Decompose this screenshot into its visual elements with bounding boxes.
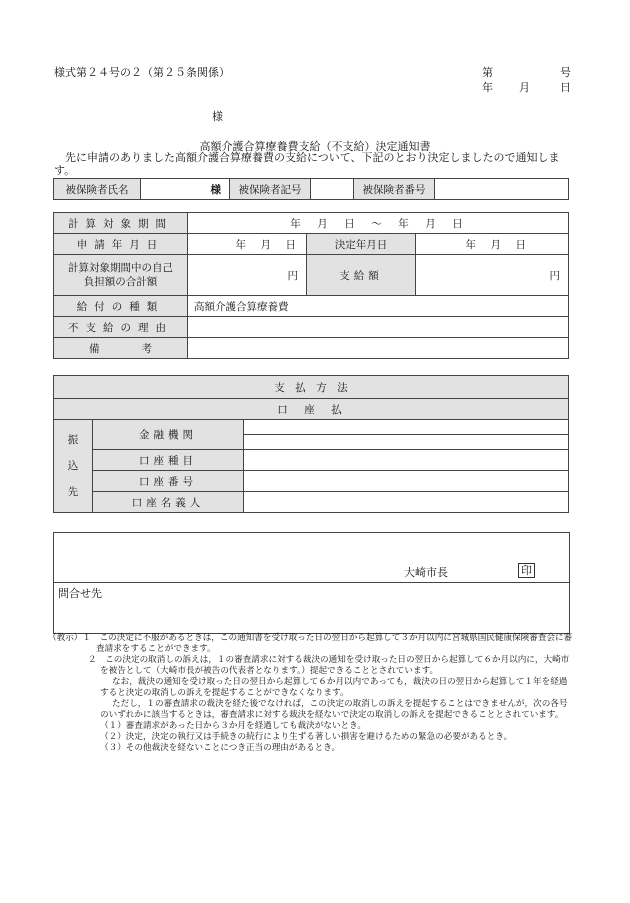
remarks-label: 備 考 [54, 338, 188, 359]
issue-year: 年 [482, 81, 493, 94]
account-holder-field[interactable] [244, 492, 569, 513]
transfer-char-1: 振 [67, 434, 79, 446]
account-holder-label: 口座名義人 [93, 492, 244, 513]
bank-field-2[interactable] [244, 435, 569, 450]
apply-date-label: 申請年月日 [54, 234, 188, 255]
note-2: ２ この決定の取消しの訴えは，１の審査請求に対する裁決の通知を受け取った日の翌日から起算して６か月以内に，大崎市を被告として（大崎市長が被告の代表者となります。）提起できることとされています。 [88, 655, 570, 676]
bank-label: 金融機関 [93, 420, 244, 450]
seal-stamp: 印 [518, 563, 535, 578]
insured-number-field[interactable] [435, 179, 569, 200]
payment-amount-label: 支給額 [307, 255, 416, 296]
remarks-field[interactable] [188, 338, 569, 359]
period-label: 計算対象期間 [54, 213, 188, 234]
benefit-type-label: 給付の種類 [54, 296, 188, 317]
insured-sama: 様 [141, 179, 230, 200]
note-1: （教示）１ この決定に不服があるときは，この通知書を受け取った日の翌日から起算して３か月以内に宮城県国民健康保険審査会に審査請求をすることができます。 [48, 633, 573, 654]
insured-symbol-label: 被保険者記号 [230, 179, 311, 200]
issue-month: 月 [519, 81, 530, 94]
number-suffix: 号 [560, 66, 571, 79]
payment-table [53, 375, 569, 513]
transfer-char-2: 込 [67, 460, 79, 472]
decision-date-value: 年 月 日 [416, 234, 569, 255]
addressee-sama: 様 [212, 110, 223, 123]
account-payment-label: 口 座 払 [54, 399, 569, 420]
contact-label: 問合せ先 [58, 587, 102, 600]
account-type-label: 口座種目 [93, 450, 244, 471]
document-title: 高額介護合算療養費支給（不支給）決定通知書 [199, 140, 431, 153]
decision-date-label: 決定年月日 [307, 234, 416, 255]
form-number: 様式第２４号の２（第２５条関係） [54, 66, 230, 79]
bank-field-1[interactable] [244, 420, 569, 435]
note-4: ただし，１の審査請求の裁決を経た後でなければ，この決定の取消しの訴えを提起することはできませんが，次の各号のいずれかに該当するときは，審査請求に対する裁決を経ないで決定の取消しの訴えを提起できることとされています。 [100, 699, 568, 720]
insured-symbol-field[interactable] [311, 179, 354, 200]
reason-field[interactable] [188, 317, 569, 338]
apply-date-value: 年 月 日 [188, 234, 307, 255]
note-3: なお，裁決の通知を受け取った日の翌日から起算して６か月以内であっても，裁決の日の翌日から起算して１年を経過すると決定の取消しの訴えを提起することができなくなります。 [100, 677, 568, 698]
period-value: 年 月 日 ～ 年 月 日 [188, 213, 569, 234]
total-label: 計算対象期間中の自己負担額の合計額 [54, 255, 188, 296]
mayor-name: 大崎市長 [404, 566, 448, 579]
note-5: （１）審査請求があった日から３か月を経過しても裁決がないとき。 [100, 721, 366, 731]
account-type-field[interactable] [244, 450, 569, 471]
note-6: （２）決定，決定の執行又は手続きの続行により生ずる著しい損害を避けるための緊急の必要があるとき。 [100, 732, 513, 742]
insured-table [53, 178, 569, 200]
insured-number-label: 被保険者番号 [354, 179, 435, 200]
issue-day: 日 [560, 81, 571, 94]
note-7: （３）その他裁決を経ないことにつき正当の理由があるとき。 [100, 743, 341, 753]
transfer-char-3: 先 [67, 486, 79, 498]
details-table [53, 212, 569, 359]
instructions [48, 633, 574, 754]
signature-box [53, 532, 570, 634]
transfer-label [54, 420, 93, 513]
total-unit: 円 [188, 255, 307, 296]
intro-text: 先に申請のありました高額介護合算療養費の支給について、下記のとおり決定しましたので通知します。 [54, 151, 560, 177]
account-number-field[interactable] [244, 471, 569, 492]
signature-divider [54, 582, 569, 583]
payment-method-label: 支 払 方 法 [54, 376, 569, 399]
account-number-label: 口座番号 [93, 471, 244, 492]
number-prefix: 第 [482, 66, 493, 79]
reason-label: 不支給の理由 [54, 317, 188, 338]
insured-name-label: 被保険者氏名 [54, 179, 141, 200]
payment-unit: 円 [416, 255, 569, 296]
benefit-type-value: 高額介護合算療養費 [188, 296, 569, 317]
